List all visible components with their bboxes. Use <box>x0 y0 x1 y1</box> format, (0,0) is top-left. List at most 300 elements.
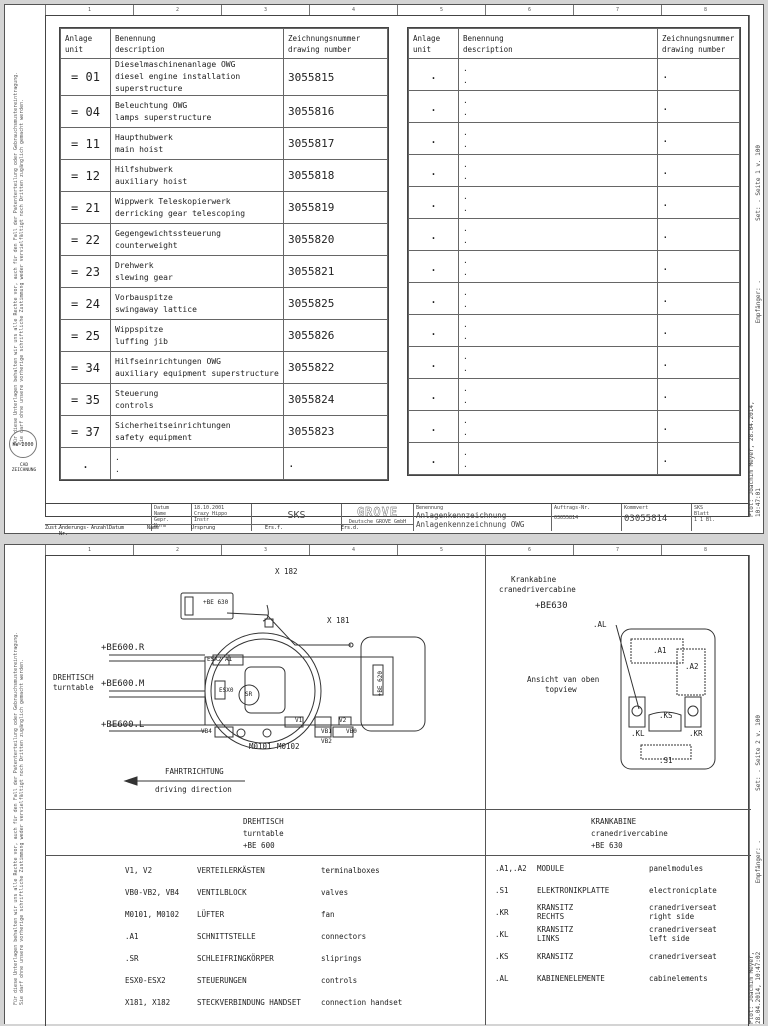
ruler-col: 6 <box>485 545 573 555</box>
copyright-note: Für diese Unterlagen behalten wir uns alle Rechte vor, auch für den Fall der Patenterteilung oder Gebrauchsmustereintragung. Sie darf ohne unsere vorherige schriftliche Zustimmung weder vervielfältigt noch Dritten zugänglich gemacht werden. <box>13 631 25 1005</box>
description-cell <box>111 384 284 416</box>
vb1-label: VB1 <box>321 728 332 735</box>
description-en: . <box>463 299 468 309</box>
right-margin <box>749 555 763 1024</box>
unit-cell: = 34 <box>61 352 111 384</box>
benennung-label: Benennung <box>416 505 444 511</box>
description-cell <box>111 288 284 320</box>
legend-en: cranedriverseat <box>649 951 717 961</box>
description-de: . <box>463 127 468 137</box>
cad-label: CAD ZEICHNUNG <box>11 463 37 473</box>
vb2-label: VB2 <box>321 738 332 745</box>
drawing-number-cell: . <box>658 443 740 475</box>
drawing-number-cell: . <box>658 187 740 219</box>
be600m-label: +BE600.M <box>101 679 145 689</box>
legend-en: fan <box>321 909 335 919</box>
drawing-number: 03055814 <box>624 514 668 524</box>
legend-code: .KL <box>495 929 509 939</box>
vb0-label: VB0 <box>346 728 357 735</box>
legend-de: VERTEILERKÄSTEN <box>197 865 265 875</box>
drawing-number-cell: . <box>658 91 740 123</box>
section-divider <box>45 809 751 810</box>
table-row <box>409 251 740 283</box>
description-cell <box>111 128 284 160</box>
unit-table-left <box>59 27 389 481</box>
header-drawing-number: Zeichnungsnummer drawing number <box>658 29 740 59</box>
gepr-value: Instr <box>194 517 210 523</box>
drawing-number-cell: 3055815 <box>284 59 388 96</box>
blatt-total: 1 Bl. <box>700 517 716 523</box>
legend-de: STEUERUNGEN <box>197 975 247 985</box>
ruler-col: 5 <box>397 545 485 555</box>
name-value: Crazy Hippo <box>194 511 228 517</box>
unit-cell: = 12 <box>61 160 111 192</box>
turntable-label: turntable <box>53 683 94 692</box>
unit-cell: . <box>61 448 111 480</box>
description-en: . <box>463 203 468 213</box>
x182-label: X 182 <box>275 567 298 576</box>
legend-left-h3: +BE 600 <box>243 841 275 850</box>
description-de: Gegengewichtssteuerung <box>115 228 221 238</box>
title-block <box>45 503 749 537</box>
ruler-col: 1 <box>45 5 133 15</box>
drawing-number-cell: . <box>658 315 740 347</box>
description-cell <box>459 411 658 443</box>
legend-de: KRANSITZ LINKS <box>537 925 574 943</box>
drawing-number-cell: 3055816 <box>284 96 388 128</box>
legend-code: .AL <box>495 973 509 983</box>
kommvert-cell <box>621 504 691 531</box>
table-row <box>409 379 740 411</box>
legend-code: X181, X182 <box>125 997 171 1007</box>
description-de: Haupthubwerk <box>115 132 173 142</box>
ruler-col: 3 <box>221 5 309 15</box>
unit-cell: = 24 <box>61 288 111 320</box>
legend-code: .SR <box>125 953 139 963</box>
cabin-diagram <box>615 625 725 775</box>
cabin-ks-label: .KS <box>659 711 673 720</box>
esx0-label: ESX0 <box>219 687 234 694</box>
table-row <box>61 96 388 128</box>
legend-row <box>125 947 475 969</box>
copyright-note: Für diese Unterlagen behalten wir uns alle Rechte vor, auch für den Fall der Patenterteilung oder Gebrauchsmustereintragung. Sie darf ohne unsere vorherige schriftliche Zustimmung weder vervielfältigt noch Dritten zugänglich gemacht werden. <box>13 71 25 445</box>
table-row <box>61 352 388 384</box>
description-en: auxiliary hoist <box>115 176 188 186</box>
table-row <box>409 91 740 123</box>
legend-de: VENTILBLOCK <box>197 887 247 897</box>
unit-cell: . <box>409 123 459 155</box>
legend-de: KRANSITZ <box>537 951 574 961</box>
cabin-s1-label: .S1 <box>659 756 673 765</box>
unit-cell: = 21 <box>61 192 111 224</box>
ruler-col: 2 <box>133 545 221 555</box>
description-en: counterweight <box>115 240 178 250</box>
legend-code: .A1 <box>125 931 139 941</box>
ruler-col: 4 <box>309 545 397 555</box>
be600r-label: +BE600.R <box>101 643 145 653</box>
legend-en: panelmodules <box>649 863 704 873</box>
table-row <box>409 187 740 219</box>
unit-cell: . <box>409 411 459 443</box>
table-row <box>61 448 388 480</box>
description-en: . <box>115 464 120 474</box>
description-de: . <box>463 415 468 425</box>
header-unit: Anlage unit <box>409 29 459 59</box>
unit-cell: . <box>409 219 459 251</box>
drawing-number-cell: . <box>658 283 740 315</box>
legend-row <box>125 969 475 991</box>
ruler-col: 8 <box>661 545 749 555</box>
description-cell <box>459 379 658 411</box>
auftrag-label: Auftrags-Nr. <box>554 505 591 511</box>
right-margin <box>749 15 763 517</box>
description-de: Dieselmaschinenanlage OWG <box>115 60 236 69</box>
header-description: Benennung description <box>459 29 658 59</box>
drehtisch-label: DREHTISCH <box>53 673 94 682</box>
description-de: . <box>463 255 468 265</box>
legend-row <box>495 901 745 923</box>
a1-label: A1 <box>225 656 233 663</box>
drawing-sheet-2 <box>4 544 764 1024</box>
legend-row <box>125 881 475 903</box>
description-cell <box>459 251 658 283</box>
table-row <box>61 160 388 192</box>
m0101-label: M0101 <box>249 742 272 751</box>
table-row <box>409 315 740 347</box>
description-en: . <box>463 267 468 277</box>
description-de: Wippspitze <box>115 324 164 334</box>
legend-en: cranedriverseat left side <box>649 925 717 943</box>
column-ruler <box>45 545 749 555</box>
description-de: . <box>463 191 468 201</box>
header-description: Benennung description <box>111 29 284 59</box>
description-de: . <box>115 452 120 462</box>
drawing-number-cell: 3055818 <box>284 160 388 192</box>
legend-left-h1: DREHTISCH <box>243 817 284 826</box>
cabin-kl-label: .KL <box>631 729 645 738</box>
drawing-number-cell: 3055826 <box>284 320 388 352</box>
header-unit: Anlage unit <box>61 29 111 59</box>
cabin-title-en: cranedrivercabine <box>499 585 576 594</box>
legend-code: ESX0-ESX2 <box>125 975 166 985</box>
drawing-number-cell: . <box>658 59 740 91</box>
description-cell <box>459 91 658 123</box>
description-en: derricking gear telescoping <box>115 208 246 218</box>
al-label: .AL <box>593 620 607 629</box>
drawing-number-cell: 3055823 <box>284 416 388 448</box>
ruler-col: 4 <box>309 5 397 15</box>
cabin-a1-label: .A1 <box>653 646 667 655</box>
legend-right-h2: cranedrivercabine <box>591 829 668 838</box>
recipient-note: Empfänger: . <box>755 280 762 324</box>
unit-cell: . <box>409 187 459 219</box>
description-de: . <box>463 287 468 297</box>
description-cell <box>459 59 658 91</box>
legend-en: terminalboxes <box>321 865 380 875</box>
description-en: main hoist <box>115 144 164 154</box>
description-de: . <box>463 159 468 169</box>
legend-row <box>495 923 745 945</box>
legend-en: electronicplate <box>649 885 717 895</box>
legend-en: sliprings <box>321 953 362 963</box>
description-cell <box>459 123 658 155</box>
table-row <box>409 59 740 91</box>
description-en: lamps superstructure <box>115 112 212 122</box>
drawing-number-cell: 3055822 <box>284 352 388 384</box>
description-de: . <box>463 351 468 361</box>
legend-de: KRANSITZ RECHTS <box>537 903 574 921</box>
legend-row <box>125 903 475 925</box>
unit-cell: . <box>409 91 459 123</box>
description-de: Beleuchtung OWG <box>115 100 188 110</box>
cabin-code: +BE630 <box>535 601 568 611</box>
table-row <box>61 192 388 224</box>
grove-logo: GROVE <box>356 505 399 519</box>
drawing-number-cell: . <box>284 448 388 480</box>
drawing-title-1: Anlagenkennzeichnung <box>416 511 507 520</box>
ruler-col: 5 <box>397 5 485 15</box>
description-cell <box>111 224 284 256</box>
ruler-col: 2 <box>133 5 221 15</box>
cabin-title-de: Krankabine <box>511 575 557 584</box>
unit-table-right <box>407 27 741 476</box>
description-cell <box>111 256 284 288</box>
drawing-number-cell: 3055820 <box>284 224 388 256</box>
description-en: . <box>463 427 468 437</box>
description-de: Hilfshubwerk <box>115 164 173 174</box>
description-en: . <box>463 107 468 117</box>
name-label: Name <box>154 511 167 517</box>
description-cell <box>459 219 658 251</box>
datum-value: 18.10.2001 <box>194 505 225 511</box>
legend-code: VB0-VB2, VB4 <box>125 887 180 897</box>
drawing-sheet-1 <box>4 4 764 537</box>
description-en: swingaway lattice <box>115 304 197 314</box>
table-row <box>409 219 740 251</box>
description-cell <box>111 192 284 224</box>
table-row <box>61 288 388 320</box>
legend-right-h1: KRANKABINE <box>591 817 637 826</box>
vb4-label: VB4 <box>201 728 212 735</box>
legend-de: SCHLEIFRINGKÖRPER <box>197 953 274 963</box>
auftrag-cell <box>551 504 621 531</box>
legend-code: .A1,.A2 <box>495 863 527 873</box>
driving-direction-label: driving direction <box>155 785 232 794</box>
table-row <box>61 224 388 256</box>
legend-de: LÜFTER <box>197 909 225 919</box>
drawing-number-cell: 3055825 <box>284 288 388 320</box>
table-row <box>61 59 388 96</box>
unit-cell: . <box>409 347 459 379</box>
blatt-cell <box>691 504 751 531</box>
rev-label: Ers.d. <box>341 525 360 531</box>
legend-en: controls <box>321 975 358 985</box>
legend-de: STECKVERBINDUNG HANDSET <box>197 997 301 1007</box>
table-row <box>61 384 388 416</box>
unit-cell: . <box>409 251 459 283</box>
description-de: Vorbauspitze <box>115 292 173 302</box>
drawing-number-cell: 3055824 <box>284 384 388 416</box>
be620-label: +BE 620 <box>377 671 384 697</box>
legend-row <box>125 925 475 947</box>
v2-label: V2 <box>339 717 347 724</box>
description-en: . <box>463 139 468 149</box>
blatt-label: Blatt <box>694 511 710 517</box>
recipient-note: Empfänger: . <box>755 840 762 884</box>
description-de: Wippwerk Teleskopierwerk <box>115 196 231 206</box>
legend-right-h3: +BE 630 <box>591 841 623 850</box>
unit-cell: = 11 <box>61 128 111 160</box>
legend-left-h2: turntable <box>243 829 284 838</box>
description-en: . <box>463 459 468 469</box>
unit-cell: . <box>409 379 459 411</box>
set-page-note: Set: . Seite 2 v. 100 <box>755 715 762 791</box>
description-cell <box>459 187 658 219</box>
revision-row <box>45 524 413 537</box>
description-en: . <box>463 171 468 181</box>
description-de: . <box>463 95 468 105</box>
unit-cell: . <box>409 283 459 315</box>
legend-code: M0101, M0102 <box>125 909 180 919</box>
unit-cell: . <box>409 155 459 187</box>
ruler-col: 6 <box>485 5 573 15</box>
plot-note: Plot: Joachim Meyer, 28.04.2014, 10:47:02 <box>748 951 762 1024</box>
legend-row <box>495 945 745 967</box>
description-cell <box>111 320 284 352</box>
rev-label: Name <box>147 525 160 531</box>
description-cell <box>459 155 658 187</box>
plot-note: Plot: Joachim Meyer, 28.04.2014, 10:47:01 <box>748 401 762 517</box>
view-de: Ansicht van oben <box>527 675 600 684</box>
description-en: controls <box>115 400 154 410</box>
legend-code: .KS <box>495 951 509 961</box>
legend-de: KABINENELEMENTE <box>537 973 605 983</box>
section-divider <box>485 555 486 1025</box>
drawing-title-2: Anlagenkennzeichnung OWG <box>416 520 525 529</box>
description-cell <box>111 59 284 96</box>
description-de: . <box>463 383 468 393</box>
drawing-number-cell: 3055817 <box>284 128 388 160</box>
set-page-note: Set: . Seite 1 v. 100 <box>755 145 762 221</box>
unit-cell: = 04 <box>61 96 111 128</box>
legend-row <box>495 967 745 989</box>
cabin-a2-label: .A2 <box>685 662 699 671</box>
unit-cell: = 01 <box>61 59 111 96</box>
be630-box-label: +BE 630 <box>203 599 229 606</box>
be600l-label: +BE600.L <box>101 720 145 730</box>
description-en: auxiliary equipment superstructure <box>115 368 279 378</box>
legend-en: connectors <box>321 931 367 941</box>
description-cell <box>111 416 284 448</box>
description-cell <box>459 315 658 347</box>
table-row <box>61 256 388 288</box>
description-en: . <box>463 363 468 373</box>
table-row <box>409 155 740 187</box>
drawing-number-cell: . <box>658 347 740 379</box>
datum-label: Datum <box>154 505 170 511</box>
table-row <box>409 283 740 315</box>
ruler-col: 7 <box>573 545 661 555</box>
cabin-kr-label: .KR <box>689 729 703 738</box>
description-cell <box>111 352 284 384</box>
legend-de: SCHNITTSTELLE <box>197 931 256 941</box>
table-row <box>409 123 740 155</box>
unit-cell: = 23 <box>61 256 111 288</box>
description-de: Hilfseinrichtungen OWG <box>115 356 221 366</box>
description-cell <box>459 347 658 379</box>
ruler-col: 8 <box>661 5 749 15</box>
legend-code: .KR <box>495 907 509 917</box>
table-row <box>409 347 740 379</box>
unit-cell: = 22 <box>61 224 111 256</box>
description-de: . <box>463 447 468 457</box>
unit-cell: . <box>409 443 459 475</box>
description-de: . <box>463 63 468 73</box>
description-en: . <box>463 235 468 245</box>
description-en: diesel engine installation superstructure <box>115 72 241 93</box>
gepr-label: Gepr. <box>154 517 170 523</box>
rev-label: Änderungs-Nr. <box>59 525 90 537</box>
sks-cell: SKS <box>251 504 341 531</box>
sr-label: SR <box>245 691 253 698</box>
description-de: . <box>463 319 468 329</box>
unit-cell: = 25 <box>61 320 111 352</box>
v1-label: V1 <box>295 717 303 724</box>
unit-cell: . <box>409 315 459 347</box>
ruler-col: 3 <box>221 545 309 555</box>
description-de: . <box>463 223 468 233</box>
unit-cell: = 35 <box>61 384 111 416</box>
legend-en: cranedriverseat right side <box>649 903 717 921</box>
rev-label: Ursprung <box>191 525 216 531</box>
ruler-col: 1 <box>45 545 133 555</box>
legend-row <box>495 857 745 879</box>
drawing-number-cell: . <box>658 379 740 411</box>
legend-right <box>495 857 745 989</box>
description-de: Drehwerk <box>115 260 154 270</box>
description-cell <box>459 283 658 315</box>
description-en: . <box>463 395 468 405</box>
table-row <box>61 128 388 160</box>
description-de: Steuerung <box>115 388 159 398</box>
drawing-number-cell: . <box>658 123 740 155</box>
description-cell <box>111 96 284 128</box>
description-cell <box>111 448 284 480</box>
blatt-value: 1 <box>694 517 698 523</box>
norm-label: Norm <box>154 523 167 529</box>
legend-code: .S1 <box>495 885 509 895</box>
kw-logo: KW 2000 <box>9 430 37 458</box>
legend-de: ELEKTRONIKPLATTE <box>537 885 610 895</box>
rev-label: Zust. <box>45 525 61 531</box>
title-cell <box>413 504 551 531</box>
sks-small: SKS <box>694 505 704 511</box>
fahrtrichtung-label: FAHRTRICHTUNG <box>165 767 224 776</box>
legend-en: connection handset <box>321 997 403 1007</box>
drawing-no-small: 03055814 <box>554 515 579 521</box>
description-en: safety equipment <box>115 432 193 442</box>
legend-row <box>125 991 475 1013</box>
description-en: luffing jib <box>115 336 168 346</box>
rev-label: Ers.f. <box>265 525 284 531</box>
description-en: . <box>463 331 468 341</box>
legend-row <box>125 859 475 881</box>
x181-label: X 181 <box>327 616 350 625</box>
brand-sub: Deutsche GROVE GmbH <box>348 519 407 525</box>
legend-en: valves <box>321 887 349 897</box>
unit-cell: . <box>409 59 459 91</box>
description-cell <box>111 160 284 192</box>
